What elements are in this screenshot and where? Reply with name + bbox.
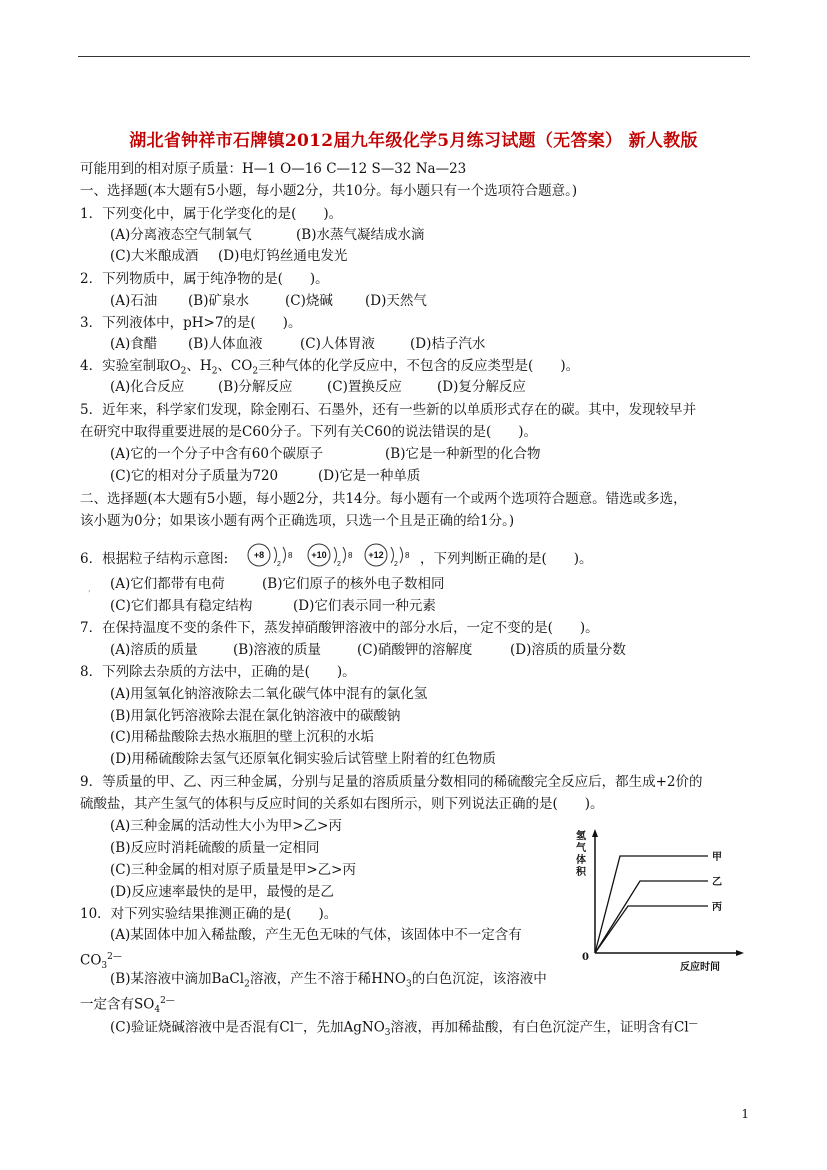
graph-label-yi: 乙	[712, 877, 722, 888]
q3-option-d: (D)桔子汽水	[410, 336, 486, 352]
graph-label-jia: 甲	[712, 852, 722, 863]
q8-option-d: (D)用稀硫酸除去氢气还原氧化铜实验后试管壁上附着的红色物质	[110, 751, 496, 767]
graph-ylabel-4: 积	[576, 867, 586, 878]
q1-option-b: (B)水蒸气凝结成水滴	[296, 227, 425, 243]
q7-option-d: (D)溶质的质量分数	[510, 642, 626, 658]
graph-origin: 0	[582, 952, 589, 963]
graph-xlabel: 反应时间	[680, 962, 720, 973]
q6-option-b: (B)它们原子的核外电子数相同	[262, 576, 445, 592]
q5-stem-line2: 在研究中取得重要进展的是C60分子。下列有关C60的说法错误的是( )。	[80, 424, 538, 440]
q5-option-b: (B)它是一种新型的化合物	[385, 446, 541, 462]
q6-stem-post: ，下列判断正确的是( )。	[420, 551, 593, 567]
q3-option-a: (A)食醋	[110, 336, 158, 352]
atom-diagram-1	[248, 544, 293, 568]
q6-option-a: (A)它们都带有电荷	[110, 576, 225, 592]
q8-option-c: (C)用稀盐酸除去热水瓶胆的壁上沉积的水垢	[110, 729, 374, 745]
page-title: 湖北省钟祥市石牌镇2012届九年级化学5月练习试题（无答案） 新人教版	[129, 131, 698, 151]
svg-text:+8: +8	[253, 550, 265, 560]
q6-option-c: (C)它们都具有稳定结构	[110, 598, 253, 614]
q5-option-c: (C)它的相对分子质量为720	[110, 468, 279, 484]
q8-stem: 8．下列除去杂质的方法中，正确的是( )。	[80, 664, 356, 680]
q10-option-a-line1: (A)某固体中加入稀盐酸，产生无色无味的气体，该固体中不一定含有	[110, 927, 522, 943]
q9-option-d: (D)反应速率最快的是甲，最慢的是乙	[110, 884, 334, 900]
q8-option-b: (B)用氯化钙溶液除去混在氯化钠溶液中的碳酸钠	[110, 708, 401, 724]
svg-text:8: 8	[348, 551, 353, 560]
atomic-mass-line: 可能用到的相对原子质量：H—1 O—16 C—12 S—32 Na—23	[80, 161, 467, 177]
svg-text:+12: +12	[368, 550, 384, 560]
q1-option-c: (C)大米酿成酒	[110, 248, 199, 264]
page-number: 1	[741, 1107, 749, 1121]
svg-text:2: 2	[337, 561, 341, 568]
graph-series-bing	[595, 906, 708, 953]
q5-option-d: (D)它是一种单质	[318, 468, 421, 484]
q4-option-a: (A)化合反应	[110, 379, 185, 395]
q10-stem: 10．对下列实验结果推测正确的是( )。	[80, 906, 338, 922]
hydrogen-volume-graph	[570, 825, 750, 975]
q1-option-d: (D)电灯钨丝通电发光	[218, 248, 348, 264]
q7-option-b: (B)溶液的质量	[233, 642, 321, 658]
q2-option-a: (A)石油	[110, 293, 158, 309]
stray-mark: ,	[88, 584, 91, 594]
q2-option-b: (B)矿泉水	[188, 293, 249, 309]
q9-stem-line2: 硫酸盐，其产生氢气的体积与反应时间的关系如右图所示，则下列说法正确的是( )。	[80, 796, 604, 812]
svg-text:2: 2	[394, 561, 398, 568]
q5-option-a: (A)它的一个分子中含有60个碳原子	[110, 446, 323, 462]
svg-text:8: 8	[405, 551, 410, 560]
q4-option-d: (D)复分解反应	[437, 379, 526, 395]
q7-option-c: (C)硝酸钾的溶解度	[357, 642, 473, 658]
atom-structure-diagrams	[246, 541, 416, 569]
svg-text:2: 2	[277, 561, 281, 568]
q1-stem: 1．下列变化中，属于化学变化的是( )。	[80, 206, 343, 222]
q4-option-c: (C)置换反应	[327, 379, 402, 395]
q10-option-b-line2: 一定含有$SO_4^{2—}$	[80, 996, 175, 1016]
graph-ylabel-2: 气	[576, 843, 586, 854]
q9-option-a: (A)三种金属的活动性大小为甲>乙>丙	[110, 818, 342, 834]
graph-series-yi	[595, 881, 708, 953]
q1-option-a: (A)分离液态空气制氧气	[110, 227, 252, 243]
q2-option-c: (C)烧碱	[285, 293, 333, 309]
q3-option-b: (B)人体血液	[188, 336, 263, 352]
atom-diagram-3	[365, 544, 410, 568]
q2-option-d: (D)天然气	[365, 293, 427, 309]
q8-option-a: (A)用氢氧化钠溶液除去二氧化碳气体中混有的氯化氢	[110, 686, 428, 702]
q5-stem-line1: 5．近年来，科学家们发现，除金刚石、石墨外，还有一些新的以单质形式存在的碳。其中，发现较早并	[80, 402, 697, 418]
q2-stem: 2．下列物质中，属于纯净物的是( )。	[80, 271, 329, 287]
svg-text:+10: +10	[311, 550, 327, 560]
header-rule	[78, 56, 750, 57]
q9-stem-line1: 9．等质量的甲、乙、丙三种金属，分别与足量的溶质质量分数相同的稀硫酸完全反应后，都生成+2价的	[80, 774, 703, 790]
section-2-heading-line1: 二、选择题(本大题有5小题，每小题2分，共14分。每小题有一个或两个选项符合题意。错选或多选，	[80, 491, 687, 507]
graph-ylabel-3: 体	[576, 855, 586, 866]
graph-series-jia	[595, 856, 708, 953]
graph-ylabel-1: 氢	[576, 831, 586, 842]
q10-option-b-line1: (B)某溶液中滴加BaCl$_2$溶液，产生不溶于稀$HNO_3$的白色沉淀，该溶液中	[110, 971, 547, 990]
svg-text:8: 8	[288, 551, 293, 560]
q7-option-a: (A)溶质的质量	[110, 642, 198, 658]
graph-label-bing: 丙	[712, 902, 722, 913]
q4-stem: 4．实验室制取$O_2$、$H_2$、$CO_2$三种气体的化学反应中，不包含的反应类型是( )。	[80, 358, 580, 377]
section-2-heading-line2: 该小题为0分；如果该小题有两个正确选项，只选一个且是正确的给1分。)	[80, 513, 515, 529]
q9-option-b: (B)反应时消耗硫酸的质量一定相同	[110, 840, 320, 856]
q9-option-c: (C)三种金属的相对原子质量是甲>乙>丙	[110, 862, 356, 878]
q4-option-b: (B)分解反应	[218, 379, 293, 395]
atom-diagram-2	[308, 544, 353, 568]
q3-option-c: (C)人体胃液	[300, 336, 375, 352]
q10-option-c: (C)验证烧碱溶液中是否混有Cl—，先加AgNO$_3$溶液，再加稀盐酸，有白色沉淀产生，证明含有Cl—	[110, 1019, 698, 1039]
q7-stem: 7．在保持温度不变的条件下，蒸发掉硝酸钾溶液中的部分水后，一定不变的是( )。	[80, 620, 599, 636]
q3-stem: 3．下列液体中，pH>7的是( )。	[80, 315, 302, 331]
q10-option-a-line2: $CO_3^{2—}$	[80, 952, 122, 972]
q6-stem-pre: 6．根据粒子结构示意图:	[80, 551, 229, 567]
section-1-heading: 一、选择题(本大题有5小题，每小题2分，共10分。每小题只有一个选项符合题意。)	[80, 183, 578, 199]
q6-option-d: (D)它们表示同一种元素	[293, 598, 436, 614]
